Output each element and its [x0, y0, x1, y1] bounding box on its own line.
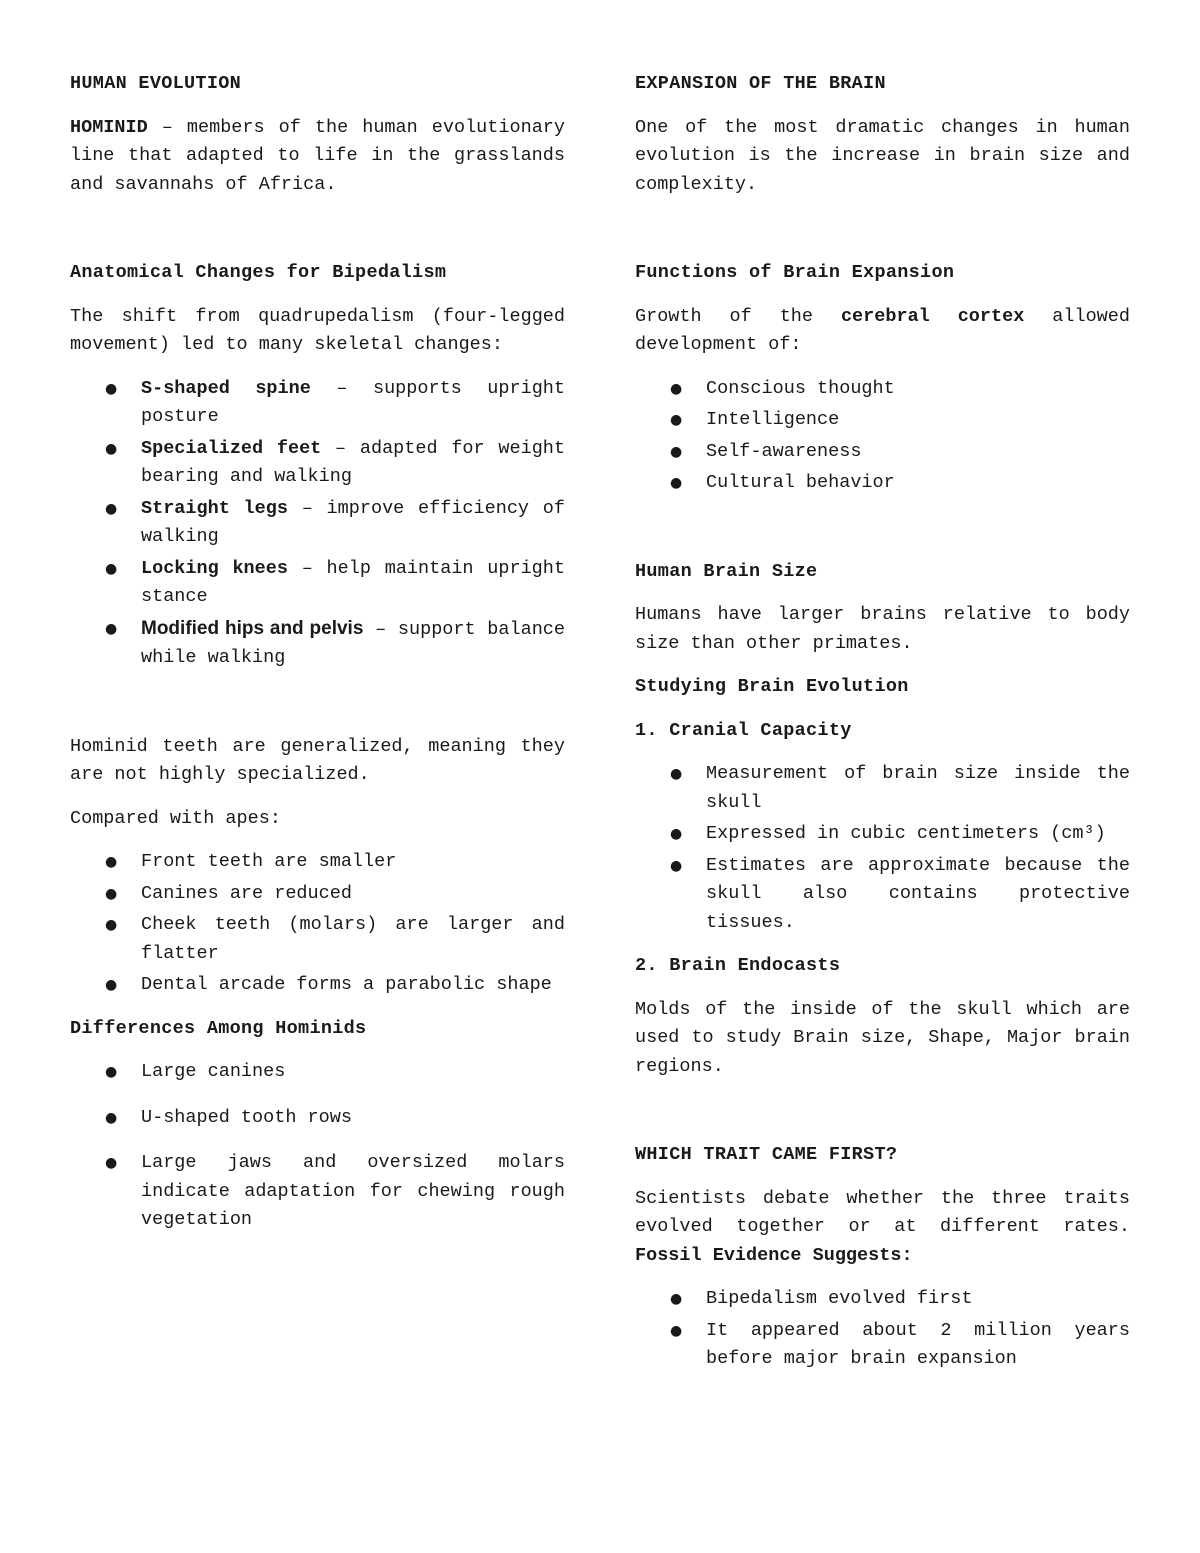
bullet-icon: ●: [670, 826, 683, 842]
list-item: ● Canines are reduced: [70, 880, 565, 909]
list-item: ● Expressed in cubic centimeters (cm³): [635, 820, 1130, 849]
bullet-icon: ●: [105, 1155, 118, 1171]
bullet-icon: ●: [105, 500, 118, 517]
hominid-definition: [70, 114, 565, 200]
which-first-list: [635, 1285, 1130, 1374]
which-first-heading: WHICH TRAIT CAME FIRST?: [635, 1144, 898, 1165]
list-item: ● Large canines: [70, 1058, 565, 1087]
bullet-icon: ●: [105, 885, 118, 902]
teeth-intro: Hominid teeth are generalized, meaning they are not highly specialized.: [70, 735, 565, 785]
endocasts-text: Molds of the inside of the skull which are used to study Brain size, Shape, Major brain regions.: [635, 998, 1130, 1077]
bipedalism-intro: The shift from quadrupedalism (four-legged movement) led to many skeletal changes:: [70, 305, 565, 355]
bullet-icon: ●: [670, 475, 683, 491]
differences-heading: Differences Among Hominids: [70, 1017, 367, 1039]
bullet-icon: ●: [105, 1109, 118, 1126]
bullet-icon: ●: [670, 766, 683, 782]
list-item: ● Locking knees – help maintain upright stance: [70, 555, 565, 612]
teeth-compared: Compared with apes:: [70, 807, 281, 829]
bipedalism-list: [70, 375, 565, 673]
list-item: ● Specialized feet – adapted for weight bearing and walking: [70, 435, 565, 492]
bipedalism-heading: Anatomical Changes for Bipedalism: [70, 262, 447, 283]
cranial-list: [635, 760, 1130, 937]
list-item: ● Self-awareness: [635, 438, 1130, 467]
page-title-brain-expansion: EXPANSION OF THE BRAIN: [635, 73, 886, 94]
bullet-icon: ●: [105, 854, 118, 870]
list-item: ● Dental arcade forms a parabolic shape: [70, 971, 565, 1000]
bullet-icon: ●: [670, 380, 683, 397]
list-item: ● Cultural behavior: [635, 469, 1130, 498]
bullet-icon: ●: [670, 443, 683, 460]
hominid-definition-text: – members of the human evolutionary line that adapted to life in the grasslands and savannahs of Africa.: [70, 116, 565, 195]
endocasts-heading: 2. Brain Endocasts: [635, 955, 841, 976]
page-title-human-evolution: HUMAN EVOLUTION: [70, 73, 242, 94]
list-item: ● S-shaped spine – supports upright posture: [70, 375, 565, 432]
which-first-text: Scientists debate whether the three traits evolved together or at different rates. Fossil Evidence Suggests:: [635, 1187, 1130, 1266]
bullet-icon: ●: [105, 977, 118, 993]
list-item: ● Measurement of brain size inside the skull: [635, 760, 1130, 817]
list-item: ● Estimates are approximate because the skull also contains protective tissues.: [635, 852, 1130, 938]
bullet-icon: ●: [670, 1291, 683, 1307]
left-column: [70, 70, 565, 1252]
list-item: ● It appeared about 2 million years before major brain expansion: [635, 1317, 1130, 1374]
functions-list: [635, 375, 1130, 498]
bullet-icon: ●: [105, 440, 118, 457]
list-item: ● U-shaped tooth rows: [70, 1104, 565, 1133]
studying-heading: Studying Brain Evolution: [635, 676, 909, 697]
list-item: ● Modified hips and pelvis – support balance while walking: [70, 615, 565, 673]
bullet-icon: ●: [105, 917, 118, 933]
bullet-icon: ●: [670, 857, 683, 874]
hominid-term: HOMINID: [70, 116, 148, 138]
list-item: ● Straight legs – improve efficiency of walking: [70, 495, 565, 552]
list-item: ● Conscious thought: [635, 375, 1130, 404]
list-item: ● Intelligence: [635, 406, 1130, 435]
bullet-icon: ●: [105, 1064, 118, 1080]
bullet-icon: ●: [105, 620, 118, 637]
list-item: ● Large jaws and oversized molars indicate adaptation for chewing rough vegetation: [70, 1149, 565, 1235]
list-item: ● Cheek teeth (molars) are larger and flatter: [70, 911, 565, 968]
functions-heading: Functions of Brain Expansion: [635, 262, 955, 283]
differences-list: [70, 1058, 565, 1235]
bullet-icon: ●: [670, 412, 683, 428]
teeth-list: [70, 848, 565, 1000]
bullet-icon: ●: [105, 380, 118, 397]
bullet-icon: ●: [670, 1322, 683, 1339]
right-column: [635, 70, 1130, 1389]
list-item: ● Bipedalism evolved first: [635, 1285, 1130, 1314]
brain-size-heading: Human Brain Size: [635, 560, 818, 582]
brain-intro: One of the most dramatic changes in human evolution is the increase in brain size and complexity.: [635, 116, 1130, 195]
cranial-heading: 1. Cranial Capacity: [635, 719, 852, 741]
bullet-icon: ●: [105, 560, 118, 577]
functions-text: Growth of the cerebral cortex allowed development of:: [635, 305, 1130, 355]
list-item: ● Front teeth are smaller: [70, 848, 565, 877]
brain-size-text: Humans have larger brains relative to body size than other primates.: [635, 604, 1130, 654]
